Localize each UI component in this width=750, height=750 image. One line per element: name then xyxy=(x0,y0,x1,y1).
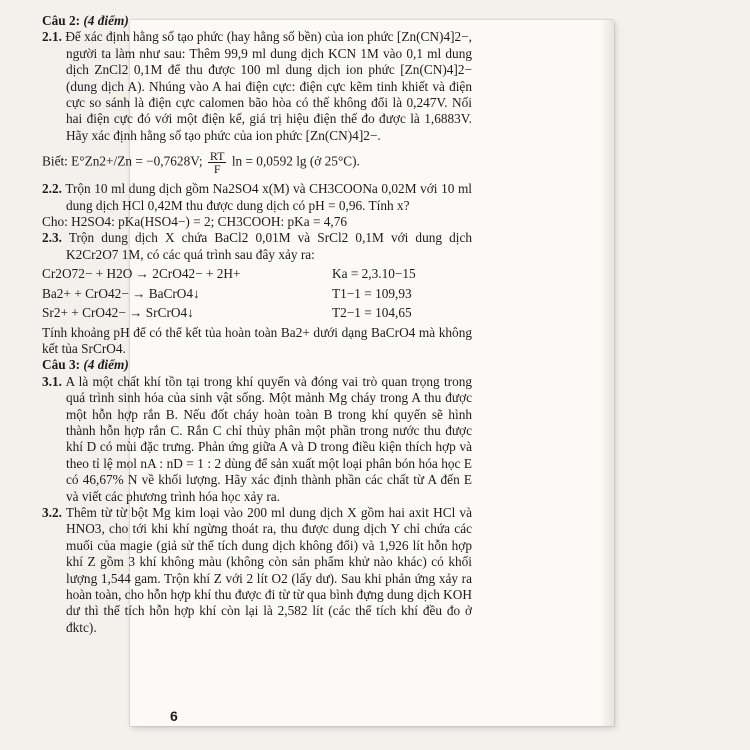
problem-2-1-given: Biết: E°Zn2+/Zn = −0,7628V; $\frac{RT}{F}$ ln = 0,0592 lg (ở 25°C). xyxy=(42,149,360,177)
equilibrium-2: Ba2+ + CrO42− → BaCrO4↓ T1−1 = 109,93 xyxy=(42,285,412,301)
page-spine-shadow xyxy=(600,20,614,726)
rt-over-f-fraction: $\frac{RT}{F}$ xyxy=(209,149,225,177)
problem-3-1: 3.1. A là một chất khí tồn tại trong khí quyển và đóng vai trò quan trọng trong quá trình sinh hóa của sinh vật sống. Một mảnh Mg cháy trong A thu được một hỗn hợp rắn B. Nếu đốt cháy hoàn toàn B trong khí quyển sẽ hình thành hỗn hợp rắn C. Rắn C chỉ thủy phân một phần trong nước thu được khí D có mùi đặc trưng. Phản ứng giữa A và D trong điều kiện thích hợp và theo tỉ lệ mol nA : nD = 1 : 2 dùng để sản xuất một loại phân bón hóa học E có 46,67% N về khối lượng. Hãy xác định thành phần các chất từ A đến E và viết các phương trình hóa học xảy ra. xyxy=(42,373,473,504)
problem-3-2: 3.2. Thêm từ từ bột Mg kim loại vào 200 ml dung dịch X gồm hai axit HCl và HNO3, cho tới khi khí ngừng thoát ra, thu được dung dịch Y chỉ chứa các muối của magie (giả sử thể tích dung dịch không đổi) và 1,926 lít hỗn hợp khí Z gồm 3 khí không màu (không còn sản phẩm khử nào khác) có khối lượng 1,544 gam. Trộn khí Z với 2 lít O2 (lấy dư). Sau khi phản ứng xảy ra hoàn toàn, cho hỗn hợp khí thu được đi từ từ qua bình đựng dung dịch KOH dư thì thể tích hỗn hợp khí còn lại là 2,582 lít (các thể tích khí đều đo ở đktc). xyxy=(42,504,472,635)
page-number: 6 xyxy=(170,708,178,724)
problem-2-3: 2.3. Trộn dung dịch X chứa BaCl2 0,01M và SrCl2 0,1M với dung dịch K2Cr2O7 1M, có các quá trình sau đây xảy ra: xyxy=(42,230,472,262)
question-2-heading: Câu 2: (4 điểm) xyxy=(42,13,129,28)
page-content xyxy=(42,13,472,636)
equilibrium-3: Sr2+ + CrO42− → SrCrO4↓ T2−1 = 104,65 xyxy=(42,305,412,321)
problem-2-1: 2.1. Để xác định hằng số tạo phức (hay hằng số bền) của ion phức [Zn(CN)4]2−, người ta làm như sau: Thêm 99,9 ml dung dịch KCN 1M vào 0,1 ml dung dịch ZnCl2 0,1M để thu được 100 ml dung dịch ion phức [Zn(CN)4]2− (dung dịch A). Nhúng vào A hai điện cực: điện cực kẽm tinh khiết và điện cực so sánh là điện cực calomen bão hòa có thế không đổi là 0,247V. Nối hai điện cực đó với một điện kế, giá trị hiệu điện thế đo được là 1,6883V. Hãy xác định hằng số tạo phức của ion phức [Zn(CN)4]2−. xyxy=(42,29,472,143)
problem-2-2: 2.2. Trộn 10 ml dung dịch gồm Na2SO4 x(M) và CH3COONa 0,02M với 10 ml dung dịch HCl 0,42M thu được dung dịch có pH = 0,96. Tính x? xyxy=(42,181,472,213)
equilibrium-1: Cr2O72− + H2O → 2CrO42− + 2H+ Ka = 2,3.10−15 xyxy=(42,266,416,282)
problem-2-2-given: Cho: H2SO4: pKa(HSO4−) = 2; CH3COOH: pKa = 4,76 xyxy=(42,214,348,230)
problem-2-3-question: Tính khoảng pH để có thể kết tủa hoàn toàn Ba2+ dưới dạng BaCrO4 mà không kết tủa SrCrO4. xyxy=(42,324,472,356)
question-3-heading: Câu 3: (4 điểm) xyxy=(42,357,129,373)
